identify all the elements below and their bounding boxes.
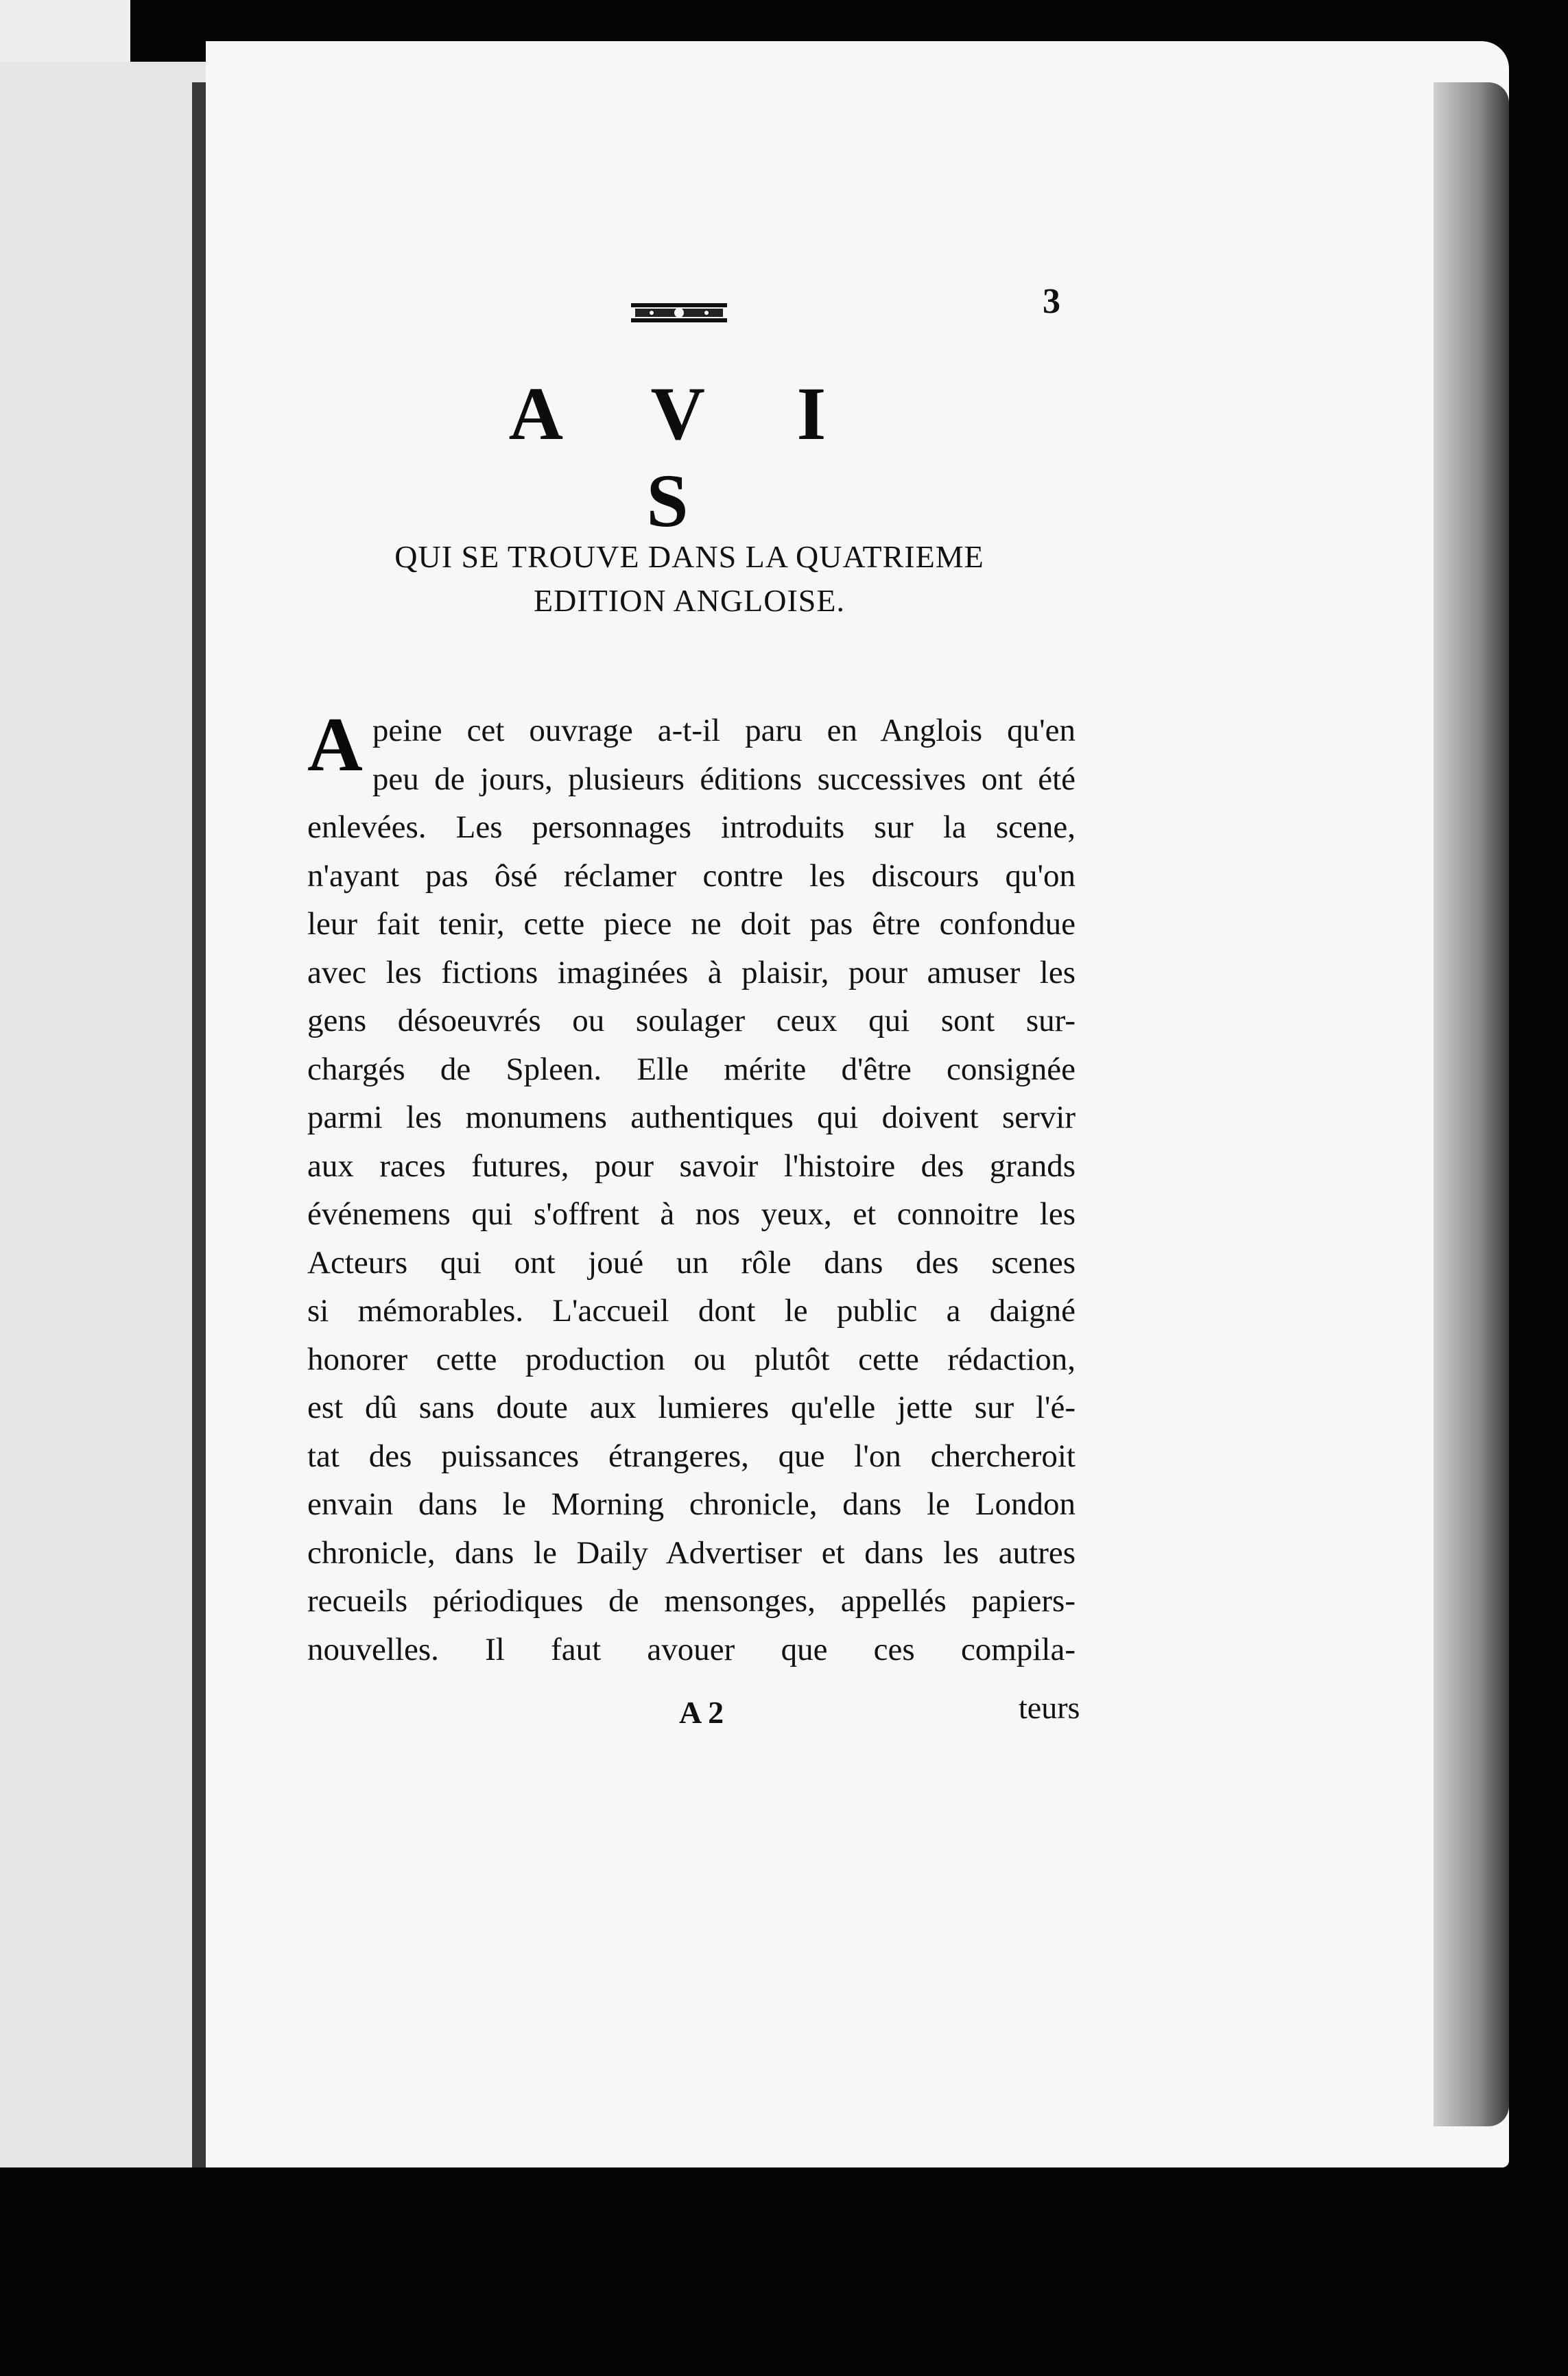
subtitle-line-1: QUI SE TROUVE DANS LA QUATRIEME (394, 539, 984, 574)
subtitle (302, 535, 1077, 623)
catchword: teurs (1019, 1690, 1080, 1725)
text-line: envain dans le Morning chronicle, dans le London (307, 1486, 1076, 1522)
text-line: recueils périodiques de mensonges, appellés papiers- (307, 1583, 1076, 1619)
ornament-icon (631, 300, 727, 325)
text-line: chargés de Spleen. Elle mérite d'être consignée (307, 1051, 1076, 1087)
text-line: enlevées. Les personnages introduits sur la scene, (307, 809, 1076, 845)
scan-border (0, 2167, 1568, 2376)
text-line: gens désoeuvrés ou soulager ceux qui sont sur- (307, 1003, 1076, 1038)
text-line: si mémorables. L'accueil dont le public a daigné (307, 1293, 1076, 1329)
text-line: leur fait tenir, cette piece ne doit pas être confondue (307, 906, 1076, 942)
text-line: tat des puissances étrangeres, que l'on chercheroit (307, 1438, 1076, 1474)
text-line: n'ayant pas ôsé réclamer contre les discours qu'on (307, 857, 1076, 894)
signature-mark: A 2 (679, 1695, 724, 1730)
text-line: avec les fictions imaginées à plaisir, pour amuser les (307, 954, 1076, 990)
text-line: événemens qui s'offrent à nos yeux, et connoitre les (307, 1196, 1076, 1232)
text-line: Acteurs qui ont joué un rôle dans des scenes (307, 1244, 1076, 1281)
subtitle-line-2: EDITION ANGLOISE. (534, 583, 845, 618)
text-line: peu de jours, plusieurs éditions successives ont été (372, 761, 1076, 797)
text-line: est dû sans doute aux lumieres qu'elle jette sur l'é- (307, 1390, 1076, 1425)
scan-margin (0, 0, 130, 65)
body-text (307, 702, 1076, 1674)
page-title: A V I S (508, 372, 864, 543)
text-line: aux races futures, pour savoir l'histoire des grands (307, 1148, 1076, 1184)
page-gutter (192, 82, 207, 2195)
text-line: nouvelles. Il faut avouer que ces compila- (307, 1631, 1076, 1667)
page-number: 3 (1043, 282, 1060, 321)
drop-cap: A (307, 702, 363, 787)
text-line: peine cet ouvrage a-t-il paru en Anglois qu'en (372, 713, 1076, 748)
text-line: parmi les monumens authentiques qui doivent servir (307, 1100, 1076, 1135)
text-line: chronicle, dans le Daily Advertiser et dans les autres (307, 1534, 1076, 1571)
facing-page-edge (0, 62, 210, 2195)
page-fore-edge (1434, 82, 1509, 2126)
text-line: honorer cette production ou plutôt cette rédaction, (307, 1341, 1076, 1377)
